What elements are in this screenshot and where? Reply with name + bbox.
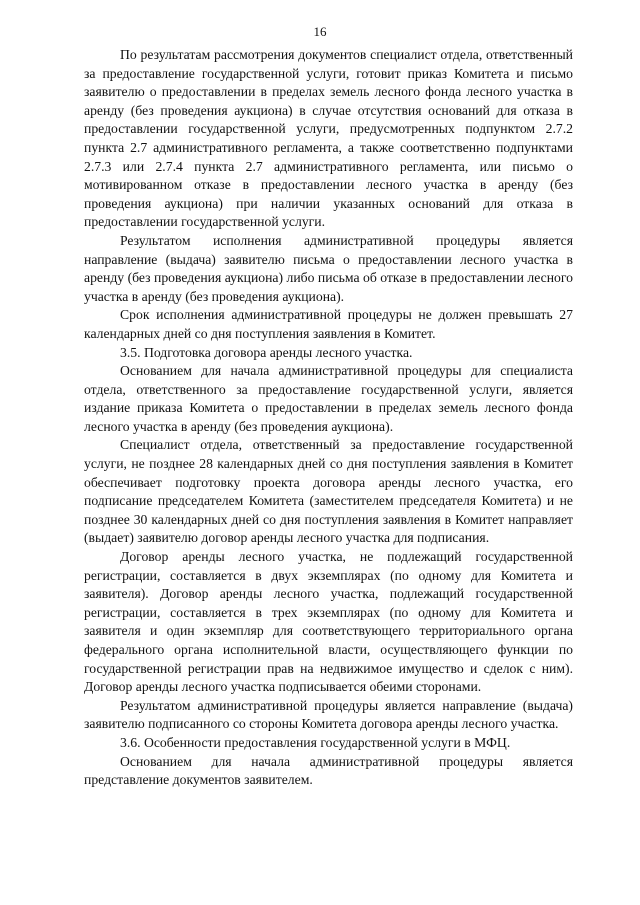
paragraph-procedure-basis: Основанием для начала административной процедуры для специалиста отдела, ответственного за предоставление государственной услуги, является издание приказа Комитета о предоставлении в пределах земель лесного фонда лесного участка в аренду (без проведения аукциона). xyxy=(84,363,573,434)
paragraph-specialist-duties: Специалист отдела, ответственный за предоставление государственной услуги, не позднее 28 календарных дней со дня поступления заявления в Комитет обеспечивает подготовку проекта договора аренды лесного участка, его подписание председателем Комитета (заместителем председателя Комитета) и не позднее 30 календарных дней со дня поступления заявления в Комитет направляет (выдает) заявителю договор аренды лесного участка для подписания. xyxy=(84,437,573,546)
paragraph-review-results: По результатам рассмотрения документов специалист отдела, ответственный за предоставление государственной услуги, готовит приказ Комитета и письмо заявителю о предоставлении в пределах земель лесного фонда лесного участка в аренду (без проведения аукциона) в случае отсутствия оснований для отказа в предоставлении государственной услуги, предусмотренных подпунктом 2.7.2 пункта 2.7 административного регламента, а также соответственно подпунктами 2.7.3 или 2.7.4 пункта 2.7 административного регламента, или письмо о мотивированном отказе в предоставлении лесного участка в аренду (без проведения аукциона) при наличии указанных оснований для отказа в предоставлении государственной услуги. xyxy=(84,47,573,230)
document-body xyxy=(84,46,573,790)
paragraph-procedure-result: Результатом исполнения административной процедуры является направление (выдача) заявителю письма о предоставлении лесного участка в аренду (без проведения аукциона) либо письма об отказе в предоставлении лесного участка в аренду (без проведения аукциона). xyxy=(84,232,573,304)
section-heading-3-6: 3.6. Особенности предоставления государственной услуги в МФЦ. xyxy=(120,734,511,750)
section-heading-3-5: 3.5. Подготовка договора аренды лесного участка. xyxy=(120,344,413,360)
paragraph-procedure-term: Срок исполнения административной процедуры не должен превышать 27 календарных дней со дня поступления заявления в Комитет. xyxy=(84,307,573,341)
paragraph-mfc-basis: Основанием для начала административной процедуры является представление документов заявителем. xyxy=(84,753,573,788)
page-number: 16 xyxy=(313,24,327,39)
paragraph-lease-result: Результатом административной процедуры является направление (выдача) заявителю подписанного со стороны Комитета договора аренды лесного участка. xyxy=(84,697,573,732)
paragraph-lease-copies: Договор аренды лесного участка, не подлежащий государственной регистрации, составляется в двух экземплярах (по одному для Комитета и заявителя). Договор аренды лесного участка, подлежащий государственной регистрации, составляется в трех экземплярах (по одному для Комитета и заявителя и один экземпляр для соответствующего территориального органа федерального органа исполнительной власти, осуществляющего функции по государственной регистрации прав на недвижимое имущество и сделок с ним). Договор аренды лесного участка подписывается обеими сторонами. xyxy=(84,549,573,695)
